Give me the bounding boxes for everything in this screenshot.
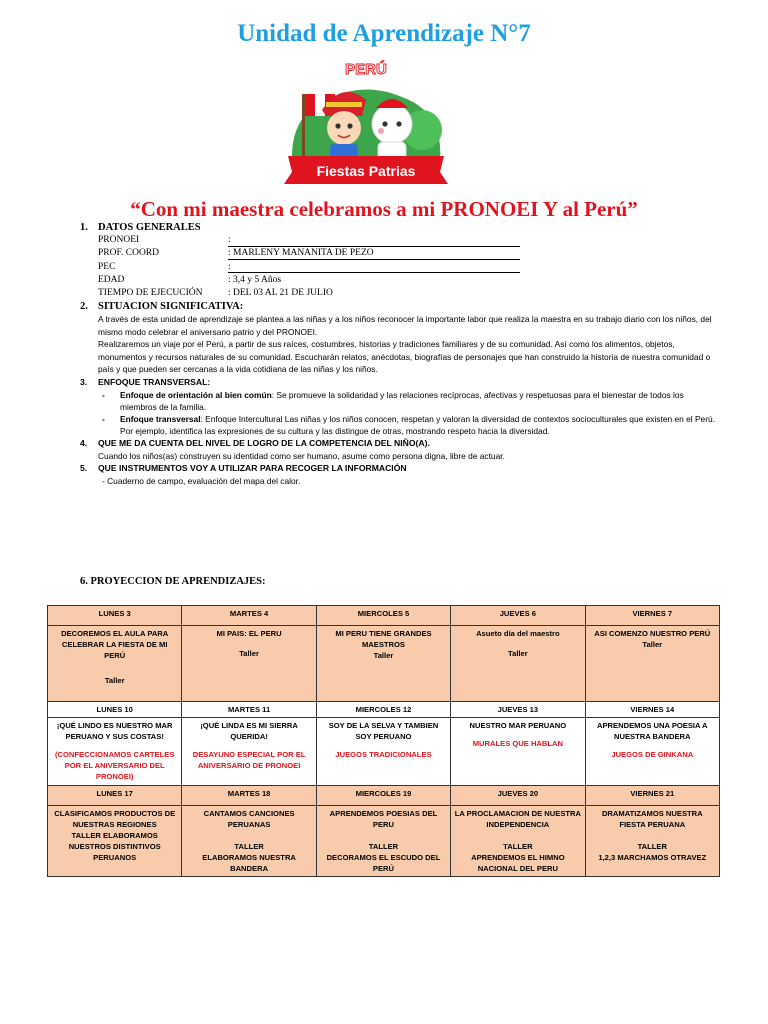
activity-title: APRENDEMOS UNA POESIA A NUESTRA BANDERA <box>597 721 708 741</box>
activity-cell <box>316 626 450 702</box>
activity-cell <box>585 626 719 702</box>
enfoque-bullet-transversal <box>80 413 720 437</box>
section-title: SITUACION SIGNIFICATIVA: <box>98 301 244 313</box>
bullet-body: : Se promueve la solidaridad y las relaciones recíprocas, afectivas y respetuosas para el bienestar de todos los miembros de la familia. <box>120 389 684 412</box>
day-header: MIERCOLES 19 <box>316 786 450 806</box>
day-header: LUNES 3 <box>48 606 182 626</box>
child-face <box>327 111 361 145</box>
bullet-dash: - <box>102 413 105 424</box>
datos-value: : DEL 03 AL 21 DE JULIO <box>228 288 333 299</box>
activity-cell <box>316 806 450 877</box>
datos-value: : MARLENY MANANITA DE PEZO <box>228 247 520 260</box>
activity-cell <box>585 718 719 786</box>
day-header: VIERNES 7 <box>585 606 719 626</box>
fiestas-patrias-logo <box>282 52 450 192</box>
activity-title: ¡QUÉ LINDA ES MI SIERRA QUERIDA! <box>200 721 298 741</box>
section-number: 2. <box>80 301 88 313</box>
activity-title: LA PROCLAMACION DE NUESTRA INDEPENDENCIA <box>454 809 581 829</box>
day-header: LUNES 17 <box>48 786 182 806</box>
activity-cell <box>48 626 182 702</box>
bullet-body: : Enfoque Intercultural Las niñas y los niños conocen, respetan y valoran la diversidad de contextos socioculturales que existen en el Perú. Por ejemplo, identifica las expresiones de su cultura y las distingue de otras, mostrando respeto hacia la diversidad. <box>120 413 715 436</box>
activity-taller: TALLER <box>368 842 399 851</box>
activity-title: DECOREMOS EL AULA PARA CELEBRAR LA FIESTA DE MI PERÚ <box>61 629 169 660</box>
logro-text: Cuando los niños(as) construyen su identidad como ser humano, asume como persona digna, libre de actuar. <box>98 450 505 461</box>
day-header: MIERCOLES 12 <box>316 702 450 718</box>
day-header: MARTES 4 <box>182 606 316 626</box>
section-title: QUE ME DA CUENTA DEL NIVEL DE LOGRO DE LA COMPETENCIA DEL NIÑO(A). <box>98 437 430 448</box>
day-header: MARTES 11 <box>182 702 316 718</box>
activity-title: ¡QUÉ LINDO ES NUESTRO MAR PERUANO Y SUS COSTAS! <box>56 721 173 741</box>
section-number: 3. <box>80 376 88 387</box>
datos-value: : 3,4 y 5 Años <box>228 274 282 285</box>
bullet-dash: - <box>102 389 105 400</box>
activity-title: CANTAMOS CANCIONES PERUANAS <box>203 809 295 829</box>
activity-extra: APRENDEMOS EL HIMNO NACIONAL DEL PERU <box>471 853 565 873</box>
bullet-bold: Enfoque transversal <box>120 413 201 424</box>
enfoque-bullet-bien-comun <box>80 389 720 413</box>
flag-red-left <box>305 94 315 116</box>
activity-title: MI PERU TIENE GRANDES MAESTROS <box>335 629 432 649</box>
day-header: JUEVES 13 <box>451 702 585 718</box>
datos-value: : <box>228 261 520 274</box>
activity-cell <box>182 718 316 786</box>
activity-taller: TALLER <box>503 842 533 851</box>
activity-title: APRENDEMOS POESIAS DEL PERU <box>329 809 438 829</box>
activity-cell <box>585 806 719 877</box>
activity-cell <box>451 626 585 702</box>
datos-row-pec <box>80 261 720 274</box>
schedule-week-3-activities <box>48 806 720 877</box>
schedule-week-2-activities <box>48 718 720 786</box>
activity-title: DRAMATIZAMOS NUESTRA FIESTA PERUANA <box>601 809 703 829</box>
datos-label: PROF. COORD <box>98 248 160 259</box>
activity-cell <box>451 806 585 877</box>
activity-taller: TALLER <box>637 842 667 851</box>
content <box>80 221 720 488</box>
day-header: LUNES 10 <box>48 702 182 718</box>
section-number: 4. <box>80 437 88 448</box>
logo-peru-text: PERÚ <box>345 61 387 78</box>
section-enfoque-heading <box>80 376 720 389</box>
datos-row-pronoei <box>80 234 720 247</box>
section-proyeccion-heading: 6. PROYECCION DE APRENDIZAJES: <box>80 576 266 587</box>
datos-value: : <box>228 234 520 247</box>
datos-row-tiempo <box>80 287 720 300</box>
section-datos-generales-heading <box>80 221 720 234</box>
day-header: MARTES 18 <box>182 786 316 806</box>
llama-cheek <box>378 128 384 134</box>
situacion-paragraph-1: A través de esta unidad de aprendizaje se plantea a las niñas y a los niños reconocer la importante labor que realiza la maestra en su trabajo diario con los niños, del mismo modo celebrar el aniversario patrio y del PRONOEI. <box>98 314 712 337</box>
activity-extra: ELABORAMOS NUESTRA BANDERA <box>202 853 296 873</box>
day-header: MIERCOLES 5 <box>316 606 450 626</box>
activity-taller: Taller <box>508 649 528 658</box>
activity-cell <box>48 718 182 786</box>
hat-band <box>326 102 362 107</box>
activity-cell <box>182 626 316 702</box>
activity-red-note: JUEGOS TRADICIONALES <box>335 750 432 759</box>
activity-cell <box>48 806 182 877</box>
schedule-week-1-activities <box>48 626 720 702</box>
activity-cell <box>182 806 316 877</box>
section-number: 1. <box>80 222 88 233</box>
activity-red-note: JUEGOS DE GINKANA <box>611 750 694 759</box>
section-title: DATOS GENERALES <box>98 222 201 233</box>
child-eye-right <box>347 123 352 128</box>
activity-extra: 1,2,3 MARCHAMOS OTRAVEZ <box>598 853 707 862</box>
day-header: VIERNES 21 <box>585 786 719 806</box>
datos-label: TIEMPO DE EJECUCIÓN <box>98 288 203 299</box>
activity-red-note: DESAYUNO ESPECIAL POR EL ANIVERSARIO DE PRONOEI <box>192 750 306 770</box>
activity-red-note: MURALES QUE HABLAN <box>472 739 563 748</box>
datos-label: EDAD <box>98 274 125 285</box>
day-header: VIERNES 14 <box>585 702 719 718</box>
day-header: JUEVES 6 <box>451 606 585 626</box>
activity-red-note: (CONFECCIONAMOS CARTELES POR EL ANIVERSARIO DEL PRONOEI) <box>55 750 175 781</box>
page-title: Unidad de Aprendizaje N°7 <box>237 20 531 47</box>
llama-head <box>372 104 412 144</box>
section-logro-heading <box>80 437 720 450</box>
activity-title: NUESTRO MAR PERUANO <box>469 721 567 730</box>
activity-title: CLASIFICAMOS PRODUCTOS DE NUESTRAS REGIONES <box>54 809 176 829</box>
section-situacion-heading <box>80 300 720 313</box>
schedule-table <box>47 605 720 877</box>
datos-row-edad <box>80 274 720 287</box>
section-title: QUE INSTRUMENTOS VOY A UTILIZAR PARA RECOGER LA INFORMACIÓN <box>98 463 407 474</box>
llama-eye-left <box>382 121 387 126</box>
activity-title: MI PAIS: EL PERU <box>216 629 282 638</box>
activity-cell <box>451 718 585 786</box>
bullet-text <box>120 413 720 437</box>
schedule-week-3-days <box>48 786 720 806</box>
bullet-text <box>120 389 720 413</box>
activity-taller: TALLER <box>234 842 264 851</box>
activity-title: Asueto día del maestro <box>476 629 560 638</box>
activity-taller: Taller <box>104 676 125 685</box>
section-number: 5. <box>80 463 88 474</box>
logo-banner-text: Fiestas Patrias <box>316 163 416 179</box>
instrumentos-text: - Cuaderno de campo, evaluación del mapa del calor. <box>102 476 301 487</box>
flag-pole <box>302 94 305 156</box>
activity-extra: TALLER ELABORAMOS NUESTROS DISTINTIVOS PERUANOS <box>68 831 161 862</box>
day-header: JUEVES 20 <box>451 786 585 806</box>
child-eye-left <box>335 123 340 128</box>
datos-label: PEC <box>98 261 116 272</box>
activity-title: SOY DE LA SELVA Y TAMBIEN SOY PERUANO <box>328 721 439 741</box>
activity-taller: Taller <box>373 651 394 660</box>
activity-title: ASI COMENZO NUESTRO PERÚ <box>594 629 711 638</box>
activity-cell <box>316 718 450 786</box>
situacion-paragraph-2: Realizaremos un viaje por el Perú, a partir de sus raíces, costumbres, historias y tradiciones familiares y de su comunidad. Así como los alimentos, objetos, monumentos y recursos naturales de su comunidad. Escucharán relatos, anécdotas, biografías de personajes que han construido la historia de nuestra comunidad o país y que pueden ser cercanas a la vida cotidiana de las niñas y los niños. <box>98 339 711 375</box>
section-title: ENFOQUE TRANSVERSAL: <box>98 376 211 387</box>
datos-label: PRONOEI <box>98 235 140 245</box>
schedule-week-2-days <box>48 702 720 718</box>
llama-eye-right <box>396 121 401 126</box>
activity-extra: DECORAMOS EL ESCUDO DEL PERÚ <box>326 853 441 873</box>
schedule-week-1-days <box>48 606 720 626</box>
section-instrumentos-heading <box>80 462 720 475</box>
bullet-bold: Enfoque de orientación al bien común <box>120 389 272 400</box>
activity-taller: Taller <box>239 649 259 658</box>
datos-row-prof-coord <box>80 247 720 260</box>
flag-white <box>315 94 325 116</box>
unit-subtitle: “Con mi maestra celebramos a mi PRONOEI Y al Perú” <box>130 197 638 221</box>
activity-taller: Taller <box>642 640 663 649</box>
